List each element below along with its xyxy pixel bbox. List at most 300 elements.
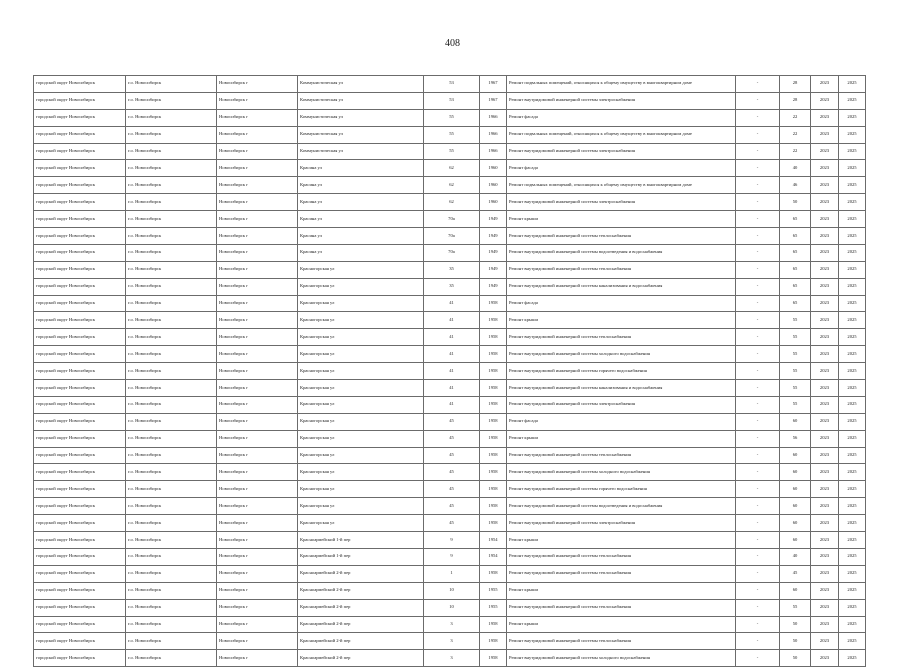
municipality-cell: городской округ Новосибирск <box>34 464 126 481</box>
year-cell: 1949 <box>480 211 507 228</box>
district-cell: г.о. Новосибирск <box>126 177 217 194</box>
district-cell: г.о. Новосибирск <box>126 329 217 346</box>
cost-cell: 55 <box>780 396 811 413</box>
table-row <box>34 126 866 143</box>
district-cell: г.о. Новосибирск <box>126 599 217 616</box>
street-cell: Красногорская ул <box>298 413 424 430</box>
house-cell: 1 <box>424 565 480 582</box>
district-cell: г.о. Новосибирск <box>126 380 217 397</box>
work-type-cell: Ремонт внутридомовой инженерной системы холодного водоснабжения <box>507 650 736 667</box>
end-year-cell: 2025 <box>839 413 866 430</box>
dash-cell: - <box>736 650 780 667</box>
dash-cell: - <box>736 498 780 515</box>
end-year-cell: 2025 <box>839 616 866 633</box>
end-year-cell: 2025 <box>839 194 866 211</box>
house-cell: 62 <box>424 177 480 194</box>
district-cell: г.о. Новосибирск <box>126 92 217 109</box>
municipality-cell: городской округ Новосибирск <box>34 380 126 397</box>
street-cell: Красноармейский 2-й пер <box>298 650 424 667</box>
district-cell: г.о. Новосибирск <box>126 565 217 582</box>
dash-cell: - <box>736 599 780 616</box>
work-type-cell: Ремонт внутридомовой инженерной системы горячего водоснабжения <box>507 363 736 380</box>
cost-cell: 60 <box>780 532 811 549</box>
house-cell: 45 <box>424 481 480 498</box>
city-cell: Новосибирск г <box>217 177 298 194</box>
house-cell: 41 <box>424 346 480 363</box>
repair-schedule-table <box>33 75 866 667</box>
table-row <box>34 633 866 650</box>
end-year-cell: 2025 <box>839 109 866 126</box>
district-cell: г.о. Новосибирск <box>126 633 217 650</box>
work-type-cell: Ремонт крыши <box>507 582 736 599</box>
district-cell: г.о. Новосибирск <box>126 532 217 549</box>
municipality-cell: городской округ Новосибирск <box>34 599 126 616</box>
city-cell: Новосибирск г <box>217 481 298 498</box>
dash-cell: - <box>736 261 780 278</box>
end-year-cell: 2025 <box>839 363 866 380</box>
dash-cell: - <box>736 430 780 447</box>
street-cell: Красноармейский 2-й пер <box>298 633 424 650</box>
municipality-cell: городской округ Новосибирск <box>34 143 126 160</box>
city-cell: Новосибирск г <box>217 599 298 616</box>
year-cell: 1955 <box>480 582 507 599</box>
year-cell: 1958 <box>480 312 507 329</box>
street-cell: Красногорская ул <box>298 447 424 464</box>
table-row <box>34 109 866 126</box>
cost-cell: 55 <box>780 329 811 346</box>
city-cell: Новосибирск г <box>217 363 298 380</box>
municipality-cell: городской округ Новосибирск <box>34 515 126 532</box>
cost-cell: 46 <box>780 177 811 194</box>
work-type-cell: Ремонт крыши <box>507 532 736 549</box>
dash-cell: - <box>736 582 780 599</box>
city-cell: Новосибирск г <box>217 143 298 160</box>
dash-cell: - <box>736 515 780 532</box>
start-year-cell: 2023 <box>811 261 839 278</box>
municipality-cell: городской округ Новосибирск <box>34 329 126 346</box>
start-year-cell: 2023 <box>811 599 839 616</box>
city-cell: Новосибирск г <box>217 312 298 329</box>
city-cell: Новосибирск г <box>217 565 298 582</box>
house-cell: 3 <box>424 633 480 650</box>
page-number: 408 <box>445 38 460 49</box>
cost-cell: 60 <box>780 464 811 481</box>
start-year-cell: 2023 <box>811 430 839 447</box>
house-cell: 55 <box>424 126 480 143</box>
work-type-cell: Ремонт внутридомовой инженерной системы электроснабжения <box>507 194 736 211</box>
dash-cell: - <box>736 565 780 582</box>
table-row <box>34 278 866 295</box>
end-year-cell: 2025 <box>839 160 866 177</box>
end-year-cell: 2025 <box>839 211 866 228</box>
start-year-cell: 2023 <box>811 312 839 329</box>
end-year-cell: 2025 <box>839 582 866 599</box>
year-cell: 1960 <box>480 160 507 177</box>
year-cell: 1967 <box>480 76 507 93</box>
street-cell: Красногорская ул <box>298 498 424 515</box>
end-year-cell: 2025 <box>839 633 866 650</box>
start-year-cell: 2023 <box>811 126 839 143</box>
end-year-cell: 2025 <box>839 515 866 532</box>
street-cell: Красногорская ул <box>298 363 424 380</box>
start-year-cell: 2023 <box>811 413 839 430</box>
district-cell: г.о. Новосибирск <box>126 498 217 515</box>
year-cell: 1958 <box>480 329 507 346</box>
municipality-cell: городской округ Новосибирск <box>34 396 126 413</box>
table-row <box>34 430 866 447</box>
street-cell: Красногорская ул <box>298 329 424 346</box>
work-type-cell: Ремонт внутридомовой инженерной системы теплоснабжения <box>507 261 736 278</box>
start-year-cell: 2023 <box>811 76 839 93</box>
house-cell: 9 <box>424 532 480 549</box>
cost-cell: 40 <box>780 160 811 177</box>
dash-cell: - <box>736 633 780 650</box>
city-cell: Новосибирск г <box>217 413 298 430</box>
cost-cell: 65 <box>780 244 811 261</box>
municipality-cell: городской округ Новосибирск <box>34 194 126 211</box>
end-year-cell: 2025 <box>839 430 866 447</box>
table-row <box>34 76 866 93</box>
work-type-cell: Ремонт внутридомовой инженерной системы электроснабжения <box>507 92 736 109</box>
year-cell: 1949 <box>480 278 507 295</box>
table-row <box>34 363 866 380</box>
work-type-cell: Ремонт внутридомовой инженерной системы горячего водоснабжения <box>507 481 736 498</box>
district-cell: г.о. Новосибирск <box>126 143 217 160</box>
end-year-cell: 2025 <box>839 177 866 194</box>
city-cell: Новосибирск г <box>217 329 298 346</box>
house-cell: 70а <box>424 228 480 245</box>
district-cell: г.о. Новосибирск <box>126 616 217 633</box>
municipality-cell: городской округ Новосибирск <box>34 582 126 599</box>
dash-cell: - <box>736 228 780 245</box>
dash-cell: - <box>736 363 780 380</box>
end-year-cell: 2025 <box>839 599 866 616</box>
work-type-cell: Ремонт внутридомовой инженерной системы канализования и водоснабжения <box>507 380 736 397</box>
end-year-cell: 2025 <box>839 380 866 397</box>
year-cell: 1955 <box>480 599 507 616</box>
house-cell: 3 <box>424 616 480 633</box>
table-row <box>34 616 866 633</box>
year-cell: 1949 <box>480 261 507 278</box>
street-cell: Красина ул <box>298 160 424 177</box>
city-cell: Новосибирск г <box>217 396 298 413</box>
dash-cell: - <box>736 447 780 464</box>
work-type-cell: Ремонт фасада <box>507 413 736 430</box>
year-cell: 1958 <box>480 565 507 582</box>
city-cell: Новосибирск г <box>217 211 298 228</box>
work-type-cell: Ремонт внутридомовой инженерной системы холодного водоснабжения <box>507 346 736 363</box>
end-year-cell: 2025 <box>839 228 866 245</box>
table-row <box>34 228 866 245</box>
work-type-cell: Ремонт внутридомовой инженерной системы теплоснабжения <box>507 329 736 346</box>
start-year-cell: 2023 <box>811 548 839 565</box>
dash-cell: - <box>736 616 780 633</box>
end-year-cell: 2025 <box>839 126 866 143</box>
cost-cell: 40 <box>780 548 811 565</box>
street-cell: Красина ул <box>298 228 424 245</box>
start-year-cell: 2023 <box>811 211 839 228</box>
dash-cell: - <box>736 346 780 363</box>
dash-cell: - <box>736 76 780 93</box>
district-cell: г.о. Новосибирск <box>126 76 217 93</box>
start-year-cell: 2023 <box>811 92 839 109</box>
house-cell: 45 <box>424 413 480 430</box>
dash-cell: - <box>736 160 780 177</box>
house-cell: 41 <box>424 312 480 329</box>
municipality-cell: городской округ Новосибирск <box>34 498 126 515</box>
municipality-cell: городской округ Новосибирск <box>34 633 126 650</box>
cost-cell: 60 <box>780 413 811 430</box>
house-cell: 3 <box>424 650 480 667</box>
district-cell: г.о. Новосибирск <box>126 109 217 126</box>
end-year-cell: 2025 <box>839 278 866 295</box>
municipality-cell: городской округ Новосибирск <box>34 244 126 261</box>
cost-cell: 60 <box>780 515 811 532</box>
year-cell: 1958 <box>480 380 507 397</box>
start-year-cell: 2023 <box>811 633 839 650</box>
street-cell: Коммунистическая ул <box>298 76 424 93</box>
end-year-cell: 2025 <box>839 261 866 278</box>
dash-cell: - <box>736 278 780 295</box>
district-cell: г.о. Новосибирск <box>126 211 217 228</box>
year-cell: 1958 <box>480 515 507 532</box>
dash-cell: - <box>736 295 780 312</box>
house-cell: 45 <box>424 498 480 515</box>
house-cell: 53 <box>424 92 480 109</box>
end-year-cell: 2025 <box>839 464 866 481</box>
cost-cell: 55 <box>780 346 811 363</box>
city-cell: Новосибирск г <box>217 380 298 397</box>
city-cell: Новосибирск г <box>217 278 298 295</box>
district-cell: г.о. Новосибирск <box>126 278 217 295</box>
house-cell: 62 <box>424 194 480 211</box>
table-row <box>34 295 866 312</box>
table-row <box>34 380 866 397</box>
end-year-cell: 2025 <box>839 295 866 312</box>
dash-cell: - <box>736 329 780 346</box>
municipality-cell: городской округ Новосибирск <box>34 160 126 177</box>
year-cell: 1958 <box>480 295 507 312</box>
work-type-cell: Ремонт внутридомовой инженерной системы теплоснабжения <box>507 548 736 565</box>
table-row <box>34 565 866 582</box>
municipality-cell: городской округ Новосибирск <box>34 616 126 633</box>
city-cell: Новосибирск г <box>217 532 298 549</box>
dash-cell: - <box>736 532 780 549</box>
end-year-cell: 2025 <box>839 329 866 346</box>
cost-cell: 50 <box>780 616 811 633</box>
city-cell: Новосибирск г <box>217 548 298 565</box>
municipality-cell: городской округ Новосибирск <box>34 650 126 667</box>
table-row <box>34 548 866 565</box>
year-cell: 1966 <box>480 126 507 143</box>
street-cell: Красногорская ул <box>298 380 424 397</box>
work-type-cell: Ремонт подвальных помещений, относящихся к общему имуществу в многоквартирном доме <box>507 177 736 194</box>
street-cell: Красина ул <box>298 244 424 261</box>
start-year-cell: 2023 <box>811 616 839 633</box>
dash-cell: - <box>736 413 780 430</box>
municipality-cell: городской округ Новосибирск <box>34 109 126 126</box>
street-cell: Красногорская ул <box>298 430 424 447</box>
district-cell: г.о. Новосибирск <box>126 261 217 278</box>
start-year-cell: 2023 <box>811 109 839 126</box>
work-type-cell: Ремонт подвальных помещений, относящихся к общему имуществу в многоквартирном доме <box>507 76 736 93</box>
table-row <box>34 194 866 211</box>
table-row <box>34 244 866 261</box>
year-cell: 1958 <box>480 481 507 498</box>
municipality-cell: городской округ Новосибирск <box>34 228 126 245</box>
end-year-cell: 2025 <box>839 447 866 464</box>
table-row <box>34 396 866 413</box>
street-cell: Красногорская ул <box>298 464 424 481</box>
house-cell: 41 <box>424 363 480 380</box>
table-body <box>34 76 866 667</box>
house-cell: 9 <box>424 548 480 565</box>
cost-cell: 56 <box>780 430 811 447</box>
start-year-cell: 2023 <box>811 363 839 380</box>
start-year-cell: 2023 <box>811 565 839 582</box>
district-cell: г.о. Новосибирск <box>126 346 217 363</box>
start-year-cell: 2023 <box>811 228 839 245</box>
municipality-cell: городской округ Новосибирск <box>34 278 126 295</box>
year-cell: 1958 <box>480 396 507 413</box>
house-cell: 41 <box>424 380 480 397</box>
city-cell: Новосибирск г <box>217 76 298 93</box>
cost-cell: 55 <box>780 599 811 616</box>
district-cell: г.о. Новосибирск <box>126 447 217 464</box>
year-cell: 1958 <box>480 430 507 447</box>
start-year-cell: 2023 <box>811 244 839 261</box>
cost-cell: 55 <box>780 380 811 397</box>
district-cell: г.о. Новосибирск <box>126 650 217 667</box>
district-cell: г.о. Новосибирск <box>126 363 217 380</box>
municipality-cell: городской округ Новосибирск <box>34 92 126 109</box>
street-cell: Коммунистическая ул <box>298 143 424 160</box>
cost-cell: 22 <box>780 109 811 126</box>
house-cell: 35 <box>424 261 480 278</box>
municipality-cell: городской округ Новосибирск <box>34 211 126 228</box>
dash-cell: - <box>736 481 780 498</box>
table-row <box>34 464 866 481</box>
house-cell: 55 <box>424 143 480 160</box>
municipality-cell: городской округ Новосибирск <box>34 548 126 565</box>
district-cell: г.о. Новосибирск <box>126 430 217 447</box>
year-cell: 1954 <box>480 548 507 565</box>
street-cell: Красногорская ул <box>298 515 424 532</box>
start-year-cell: 2023 <box>811 143 839 160</box>
municipality-cell: городской округ Новосибирск <box>34 76 126 93</box>
dash-cell: - <box>736 177 780 194</box>
work-type-cell: Ремонт внутридомовой инженерной системы теплоснабжения <box>507 565 736 582</box>
end-year-cell: 2025 <box>839 650 866 667</box>
city-cell: Новосибирск г <box>217 498 298 515</box>
work-type-cell: Ремонт внутридомовой инженерной системы теплоснабжения <box>507 633 736 650</box>
dash-cell: - <box>736 312 780 329</box>
dash-cell: - <box>736 109 780 126</box>
table-row <box>34 599 866 616</box>
year-cell: 1949 <box>480 228 507 245</box>
house-cell: 41 <box>424 329 480 346</box>
work-type-cell: Ремонт фасада <box>507 160 736 177</box>
start-year-cell: 2023 <box>811 515 839 532</box>
work-type-cell: Ремонт внутридомовой инженерной системы водоотведения и водоснабжения <box>507 498 736 515</box>
house-cell: 41 <box>424 396 480 413</box>
district-cell: г.о. Новосибирск <box>126 295 217 312</box>
start-year-cell: 2023 <box>811 650 839 667</box>
work-type-cell: Ремонт крыши <box>507 211 736 228</box>
end-year-cell: 2025 <box>839 565 866 582</box>
table-row <box>34 211 866 228</box>
table-row <box>34 447 866 464</box>
house-cell: 70а <box>424 244 480 261</box>
cost-cell: 55 <box>780 312 811 329</box>
end-year-cell: 2025 <box>839 481 866 498</box>
street-cell: Красноармейский 1-й пер <box>298 532 424 549</box>
house-cell: 10 <box>424 582 480 599</box>
city-cell: Новосибирск г <box>217 228 298 245</box>
house-cell: 70а <box>424 211 480 228</box>
cost-cell: 50 <box>780 194 811 211</box>
dash-cell: - <box>736 126 780 143</box>
table-row <box>34 582 866 599</box>
district-cell: г.о. Новосибирск <box>126 312 217 329</box>
end-year-cell: 2025 <box>839 143 866 160</box>
city-cell: Новосибирск г <box>217 126 298 143</box>
table-row <box>34 92 866 109</box>
municipality-cell: городской округ Новосибирск <box>34 565 126 582</box>
city-cell: Новосибирск г <box>217 295 298 312</box>
house-cell: 45 <box>424 430 480 447</box>
cost-cell: 60 <box>780 582 811 599</box>
district-cell: г.о. Новосибирск <box>126 413 217 430</box>
table-row <box>34 177 866 194</box>
district-cell: г.о. Новосибирск <box>126 464 217 481</box>
work-type-cell: Ремонт внутридомовой инженерной системы теплоснабжения <box>507 447 736 464</box>
work-type-cell: Ремонт крыши <box>507 616 736 633</box>
table-row <box>34 481 866 498</box>
city-cell: Новосибирск г <box>217 261 298 278</box>
end-year-cell: 2025 <box>839 498 866 515</box>
work-type-cell: Ремонт подвальных помещений, относящихся к общему имуществу в многоквартирном доме <box>507 126 736 143</box>
start-year-cell: 2023 <box>811 380 839 397</box>
district-cell: г.о. Новосибирск <box>126 244 217 261</box>
dash-cell: - <box>736 380 780 397</box>
city-cell: Новосибирск г <box>217 447 298 464</box>
year-cell: 1966 <box>480 109 507 126</box>
year-cell: 1967 <box>480 92 507 109</box>
district-cell: г.о. Новосибирск <box>126 515 217 532</box>
house-cell: 45 <box>424 447 480 464</box>
end-year-cell: 2025 <box>839 312 866 329</box>
table-row <box>34 312 866 329</box>
start-year-cell: 2023 <box>811 295 839 312</box>
start-year-cell: 2023 <box>811 532 839 549</box>
house-cell: 10 <box>424 599 480 616</box>
start-year-cell: 2023 <box>811 346 839 363</box>
house-cell: 62 <box>424 160 480 177</box>
street-cell: Красина ул <box>298 194 424 211</box>
cost-cell: 55 <box>780 363 811 380</box>
year-cell: 1960 <box>480 194 507 211</box>
city-cell: Новосибирск г <box>217 194 298 211</box>
dash-cell: - <box>736 464 780 481</box>
municipality-cell: городской округ Новосибирск <box>34 413 126 430</box>
year-cell: 1958 <box>480 363 507 380</box>
street-cell: Красина ул <box>298 211 424 228</box>
district-cell: г.о. Новосибирск <box>126 126 217 143</box>
street-cell: Красноармейский 2-й пер <box>298 599 424 616</box>
end-year-cell: 2025 <box>839 346 866 363</box>
city-cell: Новосибирск г <box>217 244 298 261</box>
